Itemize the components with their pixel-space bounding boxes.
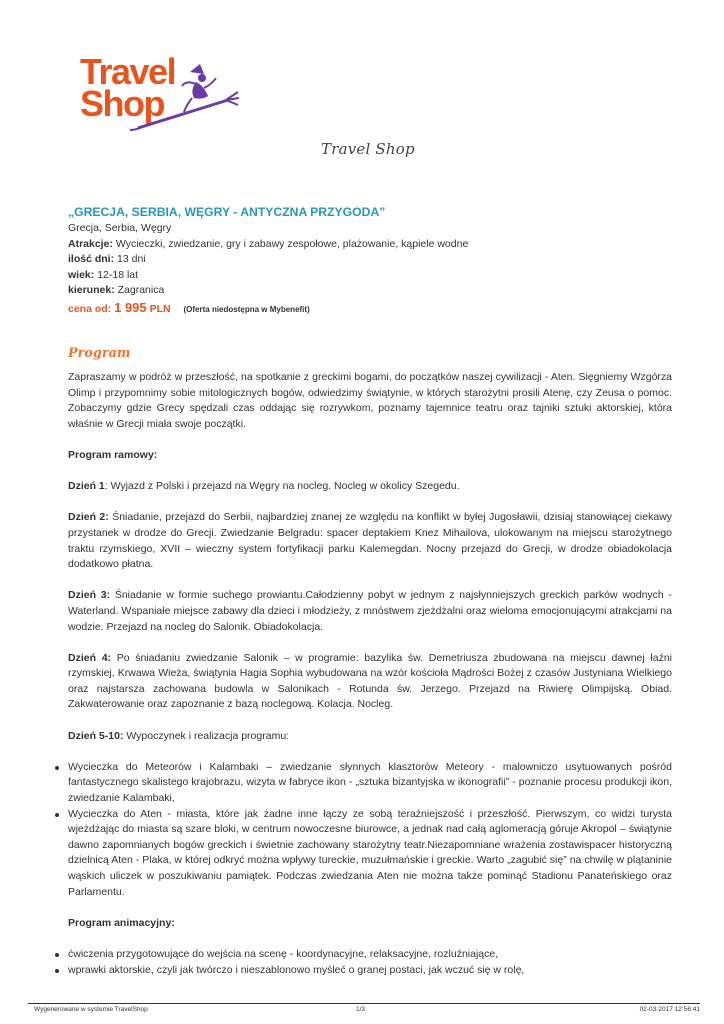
offer-price: cena od: 1 995 PLN (Oferta niedostępna w Mybenefit) bbox=[68, 300, 310, 316]
day-1: Dzień 1: Wyjazd z Polski i przejazd na Węgry na nocleg. Nocleg w okolicy Szegedu. bbox=[68, 480, 460, 493]
logo-text-travel: Travel bbox=[80, 51, 176, 92]
logo-text-shop: Shop bbox=[80, 83, 164, 124]
day-5-10: Dzień 5-10: Wypoczynek i realizacja programu: bbox=[68, 729, 290, 742]
footer-page-number: 1/3 bbox=[356, 1006, 366, 1013]
price-note: (Oferta niedostępna w Mybenefit) bbox=[183, 305, 310, 315]
day-2: Dzień 2: Śniadanie, przejazd do Serbii, najbardziej znanej ze względu na konflikt w byłej Jugosławii, dzisiaj stanowiącej ciekawy przystanek w drodze do Grecji. Zwiedzanie Belgradu: spacer deptakiem Knez Mihailova, ulokowanym na miejscu starożytnego traktu rzymskiego, XVII – wieczny system fortyfikacji parku Kalemegdan. Nocny przejazd do Grecji, w drodze obiadokolacja dodatkowo płatna. bbox=[68, 511, 673, 571]
animation-list bbox=[68, 947, 672, 978]
list-item: Wycieczka do Aten - miasta, które jak żadne inne łączy ze sobą teraźniejszość i przeszłość. Pierwszym, co widzi turysta wjeżdżając do miasta są szare bloki, w centrum nowoczesne biurowce, a jednak nad całą aglomeracją góruje Akropol – świątynie dawno zapomnianych bogów greckich i świetnie zachowany starożytny teatr.Niezapomniane wrażenia zostawispacer historyczną dzielnicą Aten - Plaka, w której odkryć można wpływy tureckie, muzułmańskie i greckie. Warto „zagubić się” na chwilę w plątaninie wąskich uliczek w poszukiwaniu pamiątek. Podczas zwiedzania Aten nie można także pominąć Stadionu Panateńskiego oraz Parlamentu. bbox=[68, 807, 672, 901]
list-item: wprawki aktorskie, czyli jak twórczo i nieszablonowo myśleć o granej postaci, jak wczuć się w rolę, bbox=[68, 963, 672, 979]
excursions-list bbox=[68, 760, 672, 900]
program-content bbox=[68, 370, 672, 994]
offer-summary bbox=[68, 205, 668, 318]
offer-age: wiek: 12-18 lat bbox=[68, 268, 139, 281]
offer-countries: Grecja, Serbia, Węgry bbox=[68, 222, 172, 235]
program-intro: Zapraszamy w podróż w przeszłość, na spotkanie z greckimi bogami, do początków naszej cywilizacji - Aten. Sięgniemy Wzgórza Olimp i przypomnimy sobie mitologicznych bogów, odwiedzimy świątynie, w których starożytni prosili Atenę, czy Zeusa o pomoc. Zobaczymy gdzie Grecy spędzali czas oddając się rozrywkom, poznamy tajemnice teatru oraz tajniki sztuki aktorskiej, która właśnie w Grecji miała swoje początki. bbox=[68, 371, 672, 430]
travel-shop-logo bbox=[78, 50, 240, 138]
offer-attractions: Atrakcje: Wycieczki, zwiedzanie, gry i zabawy zespołowe, plażowanie, kąpiele wodne bbox=[68, 237, 469, 250]
page-footer bbox=[28, 1003, 700, 1013]
offer-days: ilość dni: 13 dni bbox=[68, 253, 146, 266]
witch-logo-icon bbox=[78, 50, 240, 138]
day-4: Dzień 4: Po śniadaniu zwiedzanie Salonik – w programie: bazylika św. Demetriusza zbudowana na miejscu dawnej łaźni rzymskiej, Krwawa Wieża, świątynia Hagia Sophia wybudowana na wzór kościoła Mądrości Bożej z czasów Justyniana Wielkiego oraz najstarsza zachowana budowla w Salonikach - Rotunda św. Jerzego. Przejazd na Riwierę Olimpijską. Obiad. Zakwaterowanie oraz zapoznanie z bazą noclegową. Kolacja. Nocleg. bbox=[68, 651, 672, 711]
site-title: Travel Shop bbox=[321, 140, 415, 158]
program-heading: Program bbox=[68, 346, 131, 361]
offer-title: „GRECJA, SERBIA, WĘGRY - ANTYCZNA PRZYGODA” bbox=[68, 205, 386, 219]
list-item: ćwiczenia przygotowujące do wejścia na scenę - koordynacyjne, relaksacyjne, rozluźniające, bbox=[68, 947, 672, 963]
offer-direction: kierunek: Zagranica bbox=[68, 284, 165, 297]
day-3: Dzień 3: Śniadanie w formie suchego prowiantu.Całodzienny pobyt w jednym z najsłynniejszych greckich parków wodnych - Waterland. Wspaniałe miejsce zabawy dla dzieci i młodzieży, z mnóstwem zjeżdżalni oraz wieloma emocjonującymi atrakcjami na wodzie. Przejazd na nocleg do Salonik. Obiadokolacja. bbox=[68, 589, 672, 633]
footer-generated-by: Wygenerowane w systemie TravelShop bbox=[34, 1006, 148, 1013]
footer-timestamp: 02-03-2017 12:56:41 bbox=[639, 1006, 700, 1013]
list-item: Wycieczka do Meteorów i Kalambaki – zwiedzanie słynnych klasztorów Meteory - malowniczo usytuowanych pośród fantastycznego skalistego krajobrazu, wizyta w fabryce ikon - „sztuka bizantyjska w ikonografii” - poznanie procesu produkcji ikon, zwiedzanie Kalambaki, bbox=[68, 760, 672, 807]
price-value: 1 995 bbox=[114, 300, 147, 316]
animation-program-heading: Program animacyjny: bbox=[68, 916, 175, 929]
frame-program-heading: Program ramowy: bbox=[68, 448, 158, 461]
